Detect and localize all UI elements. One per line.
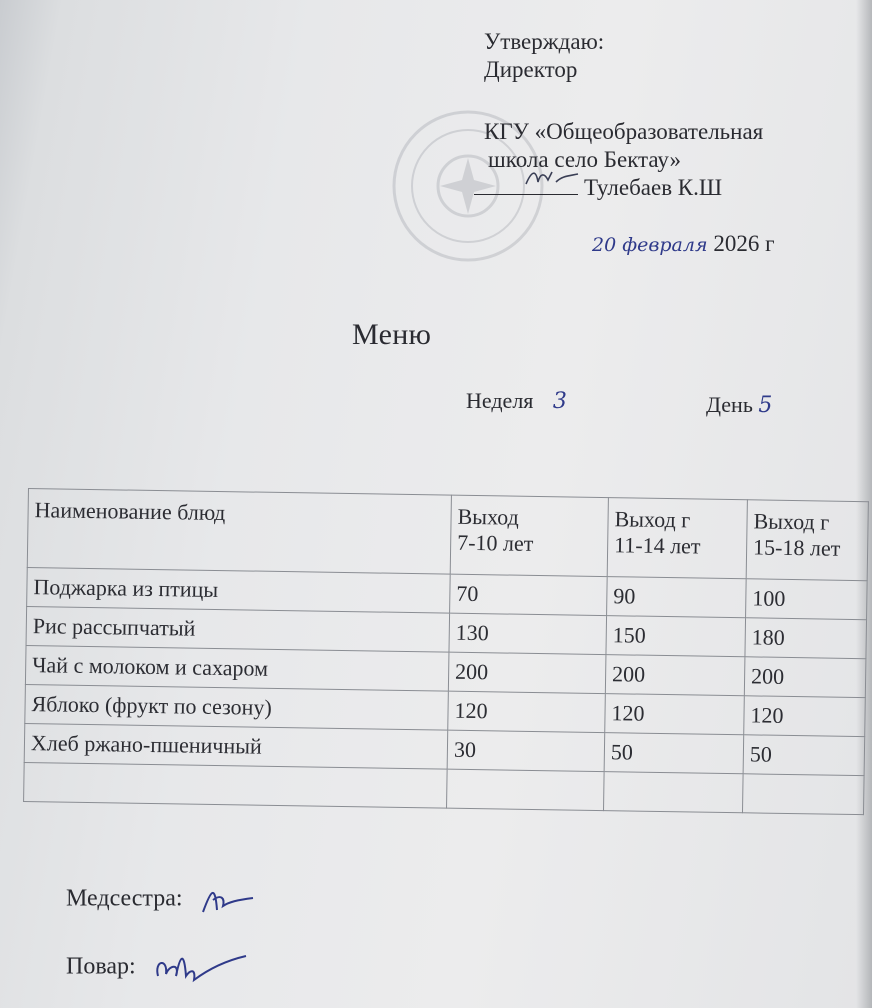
portion-cell: 150 [606,616,746,657]
portion-cell [447,769,605,810]
approval-date-year: 2026 г [713,231,775,256]
portion-cell: 90 [607,577,747,618]
organization-name-line1: КГУ «Общеобразовательная [484,119,764,144]
dish-name-cell [24,762,448,808]
menu-table [23,488,869,815]
cook-signature-row [66,946,250,990]
dish-name-cell: Яблоко (фрукт по сезону) [25,684,449,730]
week-label: Неделя [466,388,534,413]
approval-date [592,230,775,259]
day-field [706,392,772,418]
signature-underline [474,176,578,195]
nurse-label: Медсестра: [66,885,183,912]
header-text: 15-18 лет [752,534,841,561]
director-name: Тулебаев К.Ш [584,175,723,200]
dish-name-cell: Поджарка из птицы [27,567,451,613]
portion-cell: 200 [448,652,606,693]
portion-cell: 200 [605,655,745,696]
header-portion-7-10 [450,495,608,576]
portion-cell [742,774,864,815]
portion-cell: 100 [746,579,868,620]
cook-signature-icon [150,946,250,990]
portion-cell: 130 [449,613,607,654]
header-text: 11-14 лет [613,532,701,559]
approval-caption: Утверждаю: [484,29,605,54]
portion-cell: 30 [447,730,605,771]
dish-name-cell: Чай с молоком и сахаром [25,645,449,691]
portion-cell: 120 [605,694,745,735]
director-signature-icon [522,166,582,192]
portion-cell: 50 [743,735,865,776]
director-signature-line [474,174,722,202]
header-portion-11-14 [607,498,747,579]
week-value: 3 [552,389,567,414]
organization-name-line2: школа село Бектау» [488,147,682,172]
header-text: Выход г [614,506,691,533]
approval-position: Директор [484,57,578,82]
portion-cell: 120 [448,691,606,732]
portion-cell: 70 [450,574,608,615]
portion-cell: 120 [744,696,866,737]
nurse-signature-icon [197,880,257,920]
table-header-row [27,489,868,581]
portion-cell: 200 [744,657,866,698]
portion-cell [604,772,744,813]
header-text: Наименование блюд [34,497,226,526]
header-text: Выход [457,503,519,530]
page-title: Меню [352,318,432,351]
dish-name-cell: Рис рассыпчатый [26,606,450,652]
header-dish-name [27,489,451,575]
approval-date-handwritten: 20 февраля [592,234,708,256]
header-text: Выход г [753,508,830,535]
portion-cell: 180 [745,618,867,659]
nurse-signature-row [66,880,257,920]
header-text: 7-10 лет [457,529,534,556]
dish-name-cell: Хлеб ржано-пшеничный [24,723,448,769]
portion-cell: 50 [604,733,744,774]
week-field [466,388,567,414]
day-value: 5 [758,393,773,418]
day-label: День [706,392,753,417]
header-portion-15-18 [746,500,868,581]
cook-label: Повар: [66,953,136,980]
